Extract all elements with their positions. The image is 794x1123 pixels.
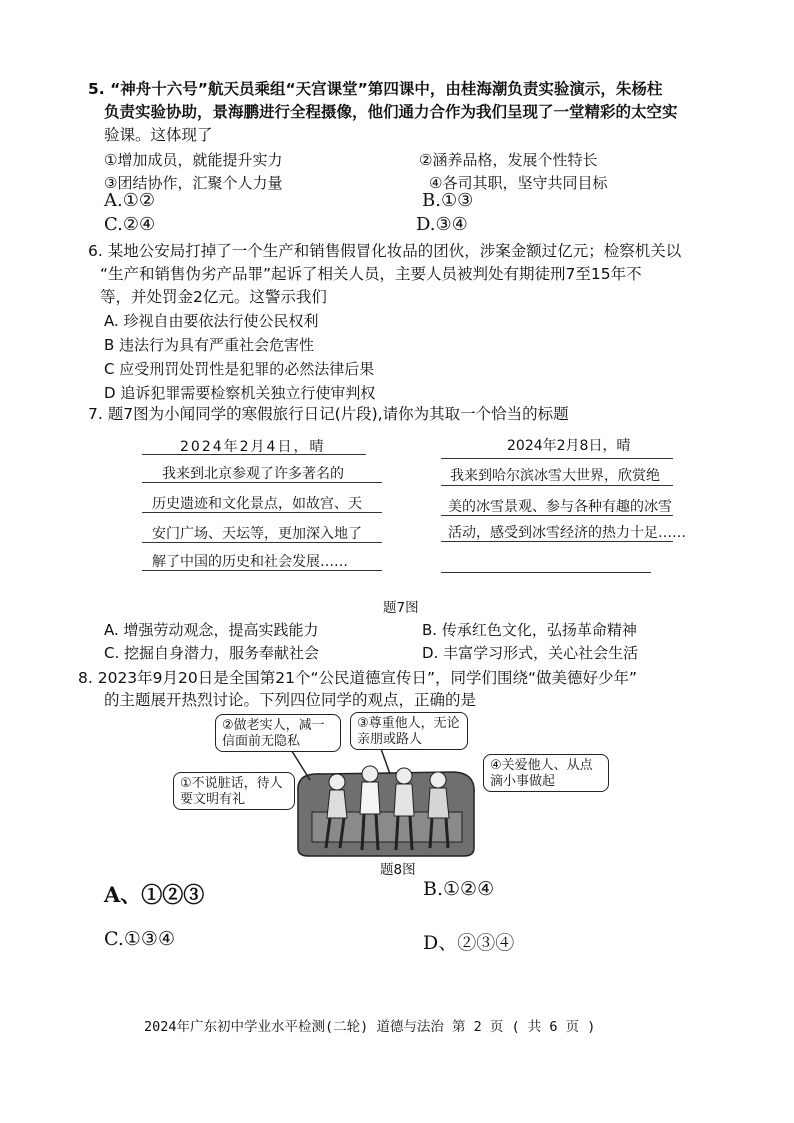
- q5-item-3: ③团结协作，汇聚个人力量: [104, 174, 283, 192]
- q7-figure-caption: 题7图: [383, 600, 419, 616]
- diary-right-line2: 美的冰雪景观、参与各种有趣的冰雪: [448, 499, 672, 515]
- q8-option-c: C.①③④: [104, 928, 175, 950]
- q7-option-b: B. 传承红色文化，弘扬革命精神: [422, 621, 637, 639]
- diary-left-line4: 解了中国的历史和社会发展……: [152, 554, 348, 570]
- page-footer: 2024年广东初中学业水平检测(二轮) 道德与法治 第 2 页 ( 共 6 页 ): [144, 1019, 596, 1035]
- q5-item-1: ①增加成员，就能提升实力: [104, 151, 283, 169]
- diary-line: [142, 570, 382, 571]
- diary-line: [441, 515, 673, 516]
- q5-stem-line2: 负责实验协助，景海鹏进行全程摄像，他们通力合作为我们呈现了一堂精彩的太空实: [104, 103, 678, 121]
- speech-bubble-3: ③尊重他人，无论亲朋或路人: [350, 712, 468, 750]
- diary-line: [441, 458, 673, 459]
- q5-option-b: B.①③: [422, 190, 474, 211]
- q6-option-a: A. 珍视自由要依法行使公民权利: [104, 312, 319, 330]
- q7-stem: 7. 题7图为小闻同学的寒假旅行日记(片段),请你为其取一个恰当的标题: [88, 405, 569, 423]
- diary-left-line1: 我来到北京参观了许多著名的: [162, 466, 344, 482]
- diary-line: [441, 541, 673, 542]
- q8-option-d: D、②③④: [423, 932, 515, 954]
- q6-option-c: C 应受刑罚处罚性是犯罪的必然法律后果: [104, 360, 375, 378]
- q7-option-c: C. 挖掘自身潜力，服务奉献社会: [104, 644, 320, 662]
- diary-right-date: 2024年2月8日，晴: [507, 438, 631, 454]
- q8-stem-line1: 8. 2023年9月20日是全国第21个“公民道德宣传日”，同学们围绕“做美德好少年”: [78, 669, 638, 687]
- diary-line: [142, 482, 382, 483]
- diary-left-date: 2024年2月4日，晴: [180, 439, 326, 455]
- q5-item-4: ④各司其职，坚守共同目标: [429, 174, 608, 192]
- q5-stem-line1: 5. “神舟十六号”航天员乘组“天宫课堂”第四课中，由桂海潮负责实验演示，朱杨柱: [88, 80, 663, 98]
- diary-right-line3: 活动，感受到冰雪经济的热力十足……: [448, 525, 686, 541]
- speech-bubble-2: ②做老实人，减一信面前无隐私: [215, 714, 341, 752]
- diary-line: [441, 572, 651, 573]
- q7-option-d: D. 丰富学习形式，关心社会生活: [422, 644, 639, 662]
- q6-option-d: D 追诉犯罪需要检察机关独立行使审判权: [104, 384, 376, 402]
- q5-option-a: A.①②: [104, 190, 155, 211]
- q5-option-d: D.③④: [416, 214, 468, 235]
- q8-figure-caption: 题8图: [380, 862, 416, 878]
- q8-option-a: A、①②③: [104, 882, 205, 907]
- q7-option-a: A. 增强劳动观念，提高实践能力: [104, 621, 319, 639]
- q5-option-c: C.②④: [104, 214, 156, 235]
- diary-line: [441, 485, 673, 486]
- q5-stem-line3: 验课。这体现了: [104, 126, 213, 144]
- q6-stem-line3: 等，并处罚金2亿元。这警示我们: [100, 288, 327, 306]
- q6-option-b: B 违法行为具有严重社会危害性: [104, 336, 315, 354]
- diary-right-line1: 我来到哈尔滨冰雪大世界，欣赏绝: [450, 468, 660, 484]
- q6-stem-line2: “生产和销售伪劣产品罪”起诉了相关人员，主要人员被判处有期徒刑7至15年不: [100, 265, 642, 283]
- speech-bubble-1: ①不说脏话，待人要文明有礼: [173, 772, 295, 810]
- diary-line: [142, 542, 382, 543]
- q8-option-b: B.①②④: [423, 878, 495, 900]
- diary-line: [142, 512, 382, 513]
- q6-stem-line1: 6. 某地公安局打掉了一个生产和销售假冒化妆品的团伙，涉案金额过亿元；检察机关以: [88, 242, 682, 260]
- q5-item-2: ②涵养品格，发展个性特长: [419, 151, 598, 169]
- diary-left-line3: 安门广场、天坛等，更加深入地了: [152, 526, 362, 542]
- q8-stem-line2: 的主题展开热烈讨论。下列四位同学的观点，正确的是: [104, 691, 477, 709]
- diary-line: [142, 454, 366, 455]
- diary-left-line2: 历史遗迹和文化景点，如故宫、天: [152, 496, 362, 512]
- speech-bubble-4: ④关爱他人、从点滴小事做起: [483, 754, 609, 792]
